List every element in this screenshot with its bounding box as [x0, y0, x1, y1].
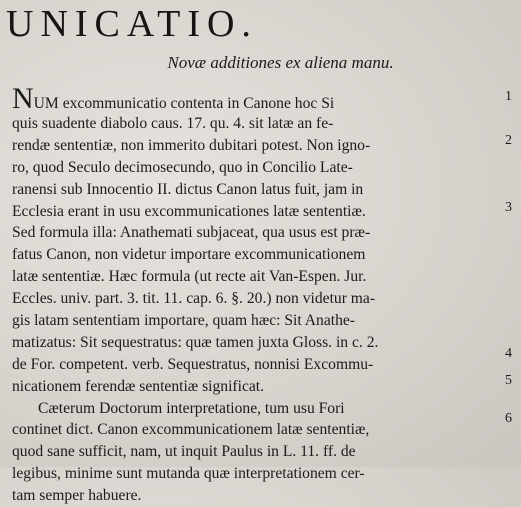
text-line: Ecclesia erant in usu excommunicationes latæ sententiæ.: [12, 202, 366, 220]
margin-number: 2: [505, 133, 512, 148]
text-line: Eccles. univ. part. 3. tit. 11. cap. 6. §. 20.) non videtur ma-: [12, 290, 376, 308]
text-line: ro, quod Seculo decimosecundo, quo in Concilio Late-: [12, 158, 353, 176]
text-line: ranensi sub Innocentio II. dictus Canon latus fuit, jam in: [12, 180, 364, 198]
text-line: tam semper habuere.: [12, 487, 142, 505]
line-text: UM excommunicatio contenta in Canone hoc Si: [33, 95, 335, 112]
text-line: de For. competent. verb. Sequestratus, nonnisi Excommu-: [12, 355, 374, 373]
drop-cap: N: [12, 82, 34, 115]
body-text: [12, 82, 500, 507]
text-line: continet dict. Canon excommunicationem latæ sententiæ,: [12, 421, 370, 439]
margin-number: 6: [505, 411, 512, 426]
margin-number: 1: [505, 89, 512, 104]
margin-number: 4: [505, 346, 512, 361]
text-line: fatus Canon, non videtur importare excommunicationem: [12, 246, 366, 264]
text-line: matizatus: Sit sequestratus: quæ tamen juxta Gloss. in c. 2.: [12, 333, 379, 351]
text-line: Sed formula illa: Anathemati subjaceat, qua usus est præ-: [12, 224, 371, 242]
text-line: [12, 82, 500, 115]
margin-number: 5: [505, 373, 512, 388]
margin-number: 3: [505, 200, 512, 215]
text-line: nicationem ferendæ sententiæ significat.: [12, 377, 265, 395]
text-line: quod sane sufficit, nam, ut inquit Paulus in L. 11. ff. de: [12, 443, 356, 461]
text-line: gis latam sententiam importare, quam hæc: Sit Anathe-: [12, 312, 355, 330]
section-subtitle: Novæ additiones ex aliena manu.: [167, 53, 394, 72]
text-line: latæ sententiæ. Hæc formula (ut recte ait Van-Espen. Jur.: [12, 268, 367, 286]
text-line: quis suadente diabolo caus. 17. qu. 4. sit latæ an fe-: [12, 115, 334, 132]
running-header: UNICATIO.: [6, 3, 258, 45]
text-line: legibus, minime sunt mutanda quæ interpretationem cer-: [12, 465, 365, 483]
text-line: rendæ sententiæ, non immerito dubitari potest. Non igno-: [12, 136, 371, 154]
line-text: Cæterum Doctorum interpretatione, tum usu Fori: [38, 399, 345, 417]
text-line: [12, 398, 500, 420]
